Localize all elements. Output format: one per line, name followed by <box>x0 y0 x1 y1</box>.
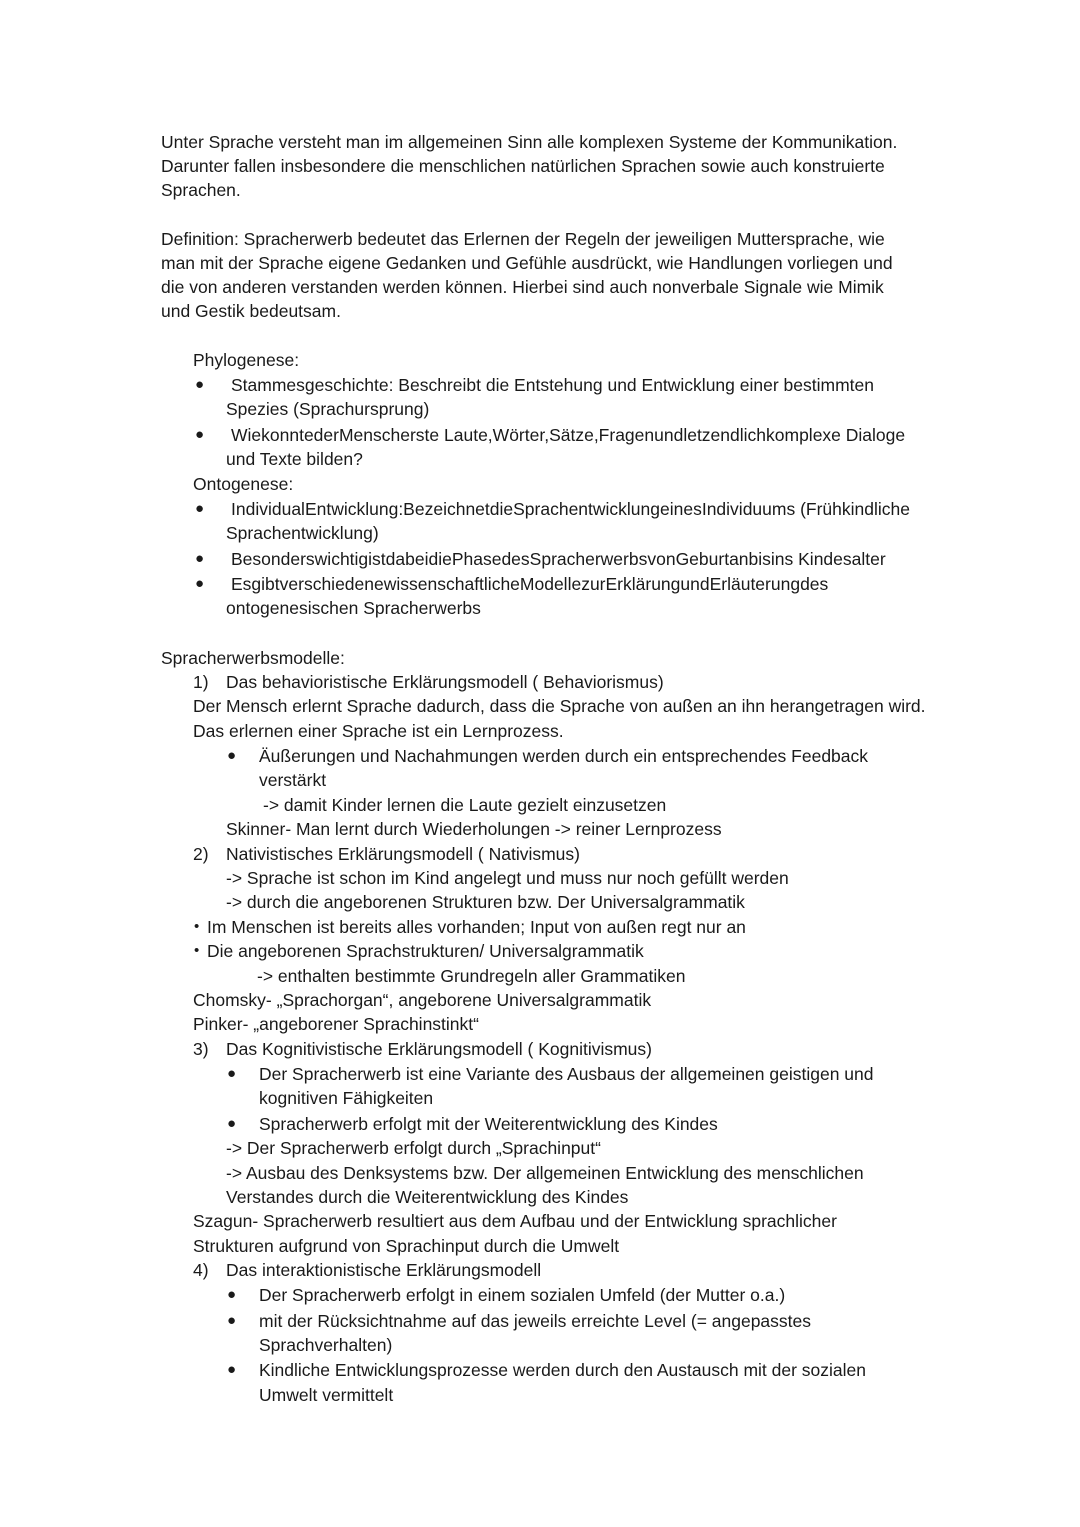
bullet-icon: ● <box>195 550 205 567</box>
text-line: Das erlernen einer Sprache ist ein Lernprozess. <box>193 721 564 741</box>
list-item: kognitiven Fähigkeiten <box>259 1088 434 1108</box>
list-item: ontogenesischen Spracherwerbs <box>226 598 481 618</box>
list-item: WiekonntederMenscherste Laute,Wörter,Sätze,Fragenundletzendlichkomplexe Dialoge <box>231 425 906 445</box>
model-number: 2) <box>193 844 209 864</box>
list-item: Der Spracherwerb ist eine Variante des Ausbaus der allgemeinen geistigen und <box>259 1064 874 1084</box>
bullet-icon: ● <box>227 1312 237 1329</box>
arrow-line: -> Ausbau des Denksystems bzw. Der allgemeinen Entwicklung des menschlichen <box>226 1163 864 1183</box>
model-number: 1) <box>193 672 209 692</box>
text-line: Der Mensch erlernt Sprache dadurch, dass die Sprache von außen an ihn herangetragen wird. <box>193 696 926 716</box>
intro-line: Darunter fallen insbesondere die menschlichen natürlichen Sprachen sowie auch konstruierte <box>161 156 885 176</box>
list-item: IndividualEntwicklung:BezeichnetdieSprachentwicklungeinesIndividuums (Frühkindliche <box>231 499 910 519</box>
phylogenese-heading: Phylogenese: <box>193 350 300 370</box>
arrow-line: -> Sprache ist schon im Kind angelegt und muss nur noch gefüllt werden <box>226 868 789 888</box>
person-line: Strukturen aufgrund von Sprachinput durch die Umwelt <box>193 1236 620 1256</box>
arrow-line: -> durch die angeborenen Strukturen bzw. Der Universalgrammatik <box>226 892 745 912</box>
list-item: Spracherwerb erfolgt mit der Weiterentwicklung des Kindes <box>259 1114 718 1134</box>
definition-line: man mit der Sprache eigene Gedanken und Gefühle ausdrückt, wie Handlungen vorliegen und <box>161 253 893 273</box>
bullet-icon: • <box>194 942 200 959</box>
arrow-line: Verstandes durch die Weiterentwicklung des Kindes <box>226 1187 629 1207</box>
bullet-icon: ● <box>227 1286 237 1303</box>
bullet-icon: ● <box>227 747 237 764</box>
model-number: 3) <box>193 1039 209 1059</box>
intro-line: Sprachen. <box>161 180 241 200</box>
list-item: Im Menschen ist bereits alles vorhanden; Input von außen regt nur an <box>207 917 746 937</box>
list-item: Kindliche Entwicklungsprozesse werden durch den Austausch mit der sozialen <box>259 1360 866 1380</box>
list-item: und Texte bilden? <box>226 449 363 469</box>
bullet-icon: ● <box>195 575 205 592</box>
arrow-line: -> Der Spracherwerb erfolgt durch „Sprachinput“ <box>226 1138 601 1158</box>
person-line: Skinner- Man lernt durch Wiederholungen -> reiner Lernprozess <box>226 819 722 839</box>
model-title: Das interaktionistische Erklärungsmodell <box>226 1260 542 1280</box>
model-title: Das behavioristische Erklärungsmodell ( Behaviorismus) <box>226 672 664 692</box>
bullet-icon: ● <box>195 376 205 393</box>
bullet-icon: • <box>194 918 200 935</box>
list-item: mit der Rücksichtnahme auf das jeweils erreichte Level (= angepasstes <box>259 1311 812 1331</box>
person-line: Chomsky- „Sprachorgan“, angeborene Universalgrammatik <box>193 990 652 1010</box>
bullet-icon: ● <box>195 500 205 517</box>
list-item: BesonderswichtigistdabeidiePhasedesSpracherwerbsvonGeburtanbisins Kindesalter <box>231 549 886 569</box>
list-item: verstärkt <box>259 770 327 790</box>
bullet-icon: ● <box>195 426 205 443</box>
list-item: Die angeborenen Sprachstrukturen/ Universalgrammatik <box>207 941 644 961</box>
list-item: Äußerungen und Nachahmungen werden durch ein entsprechendes Feedback <box>259 746 869 766</box>
list-item: Spezies (Sprachursprung) <box>226 399 430 419</box>
list-item: EsgibtverschiedenewissenschaftlicheModellezurErklärungundErläuterungdes <box>231 574 829 594</box>
list-item: Sprachentwicklung) <box>226 523 379 543</box>
arrow-line: -> enthalten bestimmte Grundregeln aller Grammatiken <box>257 966 686 986</box>
bullet-icon: ● <box>227 1115 237 1132</box>
list-item: Der Spracherwerb erfolgt in einem sozialen Umfeld (der Mutter o.a.) <box>259 1285 786 1305</box>
list-item: Sprachverhalten) <box>259 1335 393 1355</box>
model-title: Nativistisches Erklärungsmodell ( Nativismus) <box>226 844 580 864</box>
list-item: Stammesgeschichte: Beschreibt die Entstehung und Entwicklung einer bestimmten <box>231 375 874 395</box>
definition-line: die von anderen verstanden werden können. Hierbei sind auch nonverbale Signale wie Mimik <box>161 277 884 297</box>
intro-line: Unter Sprache versteht man im allgemeinen Sinn alle komplexen Systeme der Kommunikation. <box>161 132 898 152</box>
person-line: Pinker- „angeborener Sprachinstinkt“ <box>193 1014 479 1034</box>
arrow-line: -> damit Kinder lernen die Laute gezielt einzusetzen <box>263 795 667 815</box>
definition-line: und Gestik bedeutsam. <box>161 301 341 321</box>
ontogenese-heading: Ontogenese: <box>193 474 294 494</box>
model-title: Das Kognitivistische Erklärungsmodell ( Kognitivismus) <box>226 1039 652 1059</box>
bullet-icon: ● <box>227 1361 237 1378</box>
list-item: Umwelt vermittelt <box>259 1385 394 1405</box>
models-heading: Spracherwerbsmodelle: <box>161 648 345 668</box>
person-line: Szagun- Spracherwerb resultiert aus dem Aufbau und der Entwicklung sprachlicher <box>193 1211 837 1231</box>
model-number: 4) <box>193 1260 209 1280</box>
bullet-icon: ● <box>227 1065 237 1082</box>
definition-line: Definition: Spracherwerb bedeutet das Erlernen der Regeln der jeweiligen Muttersprache, wie <box>161 229 885 249</box>
